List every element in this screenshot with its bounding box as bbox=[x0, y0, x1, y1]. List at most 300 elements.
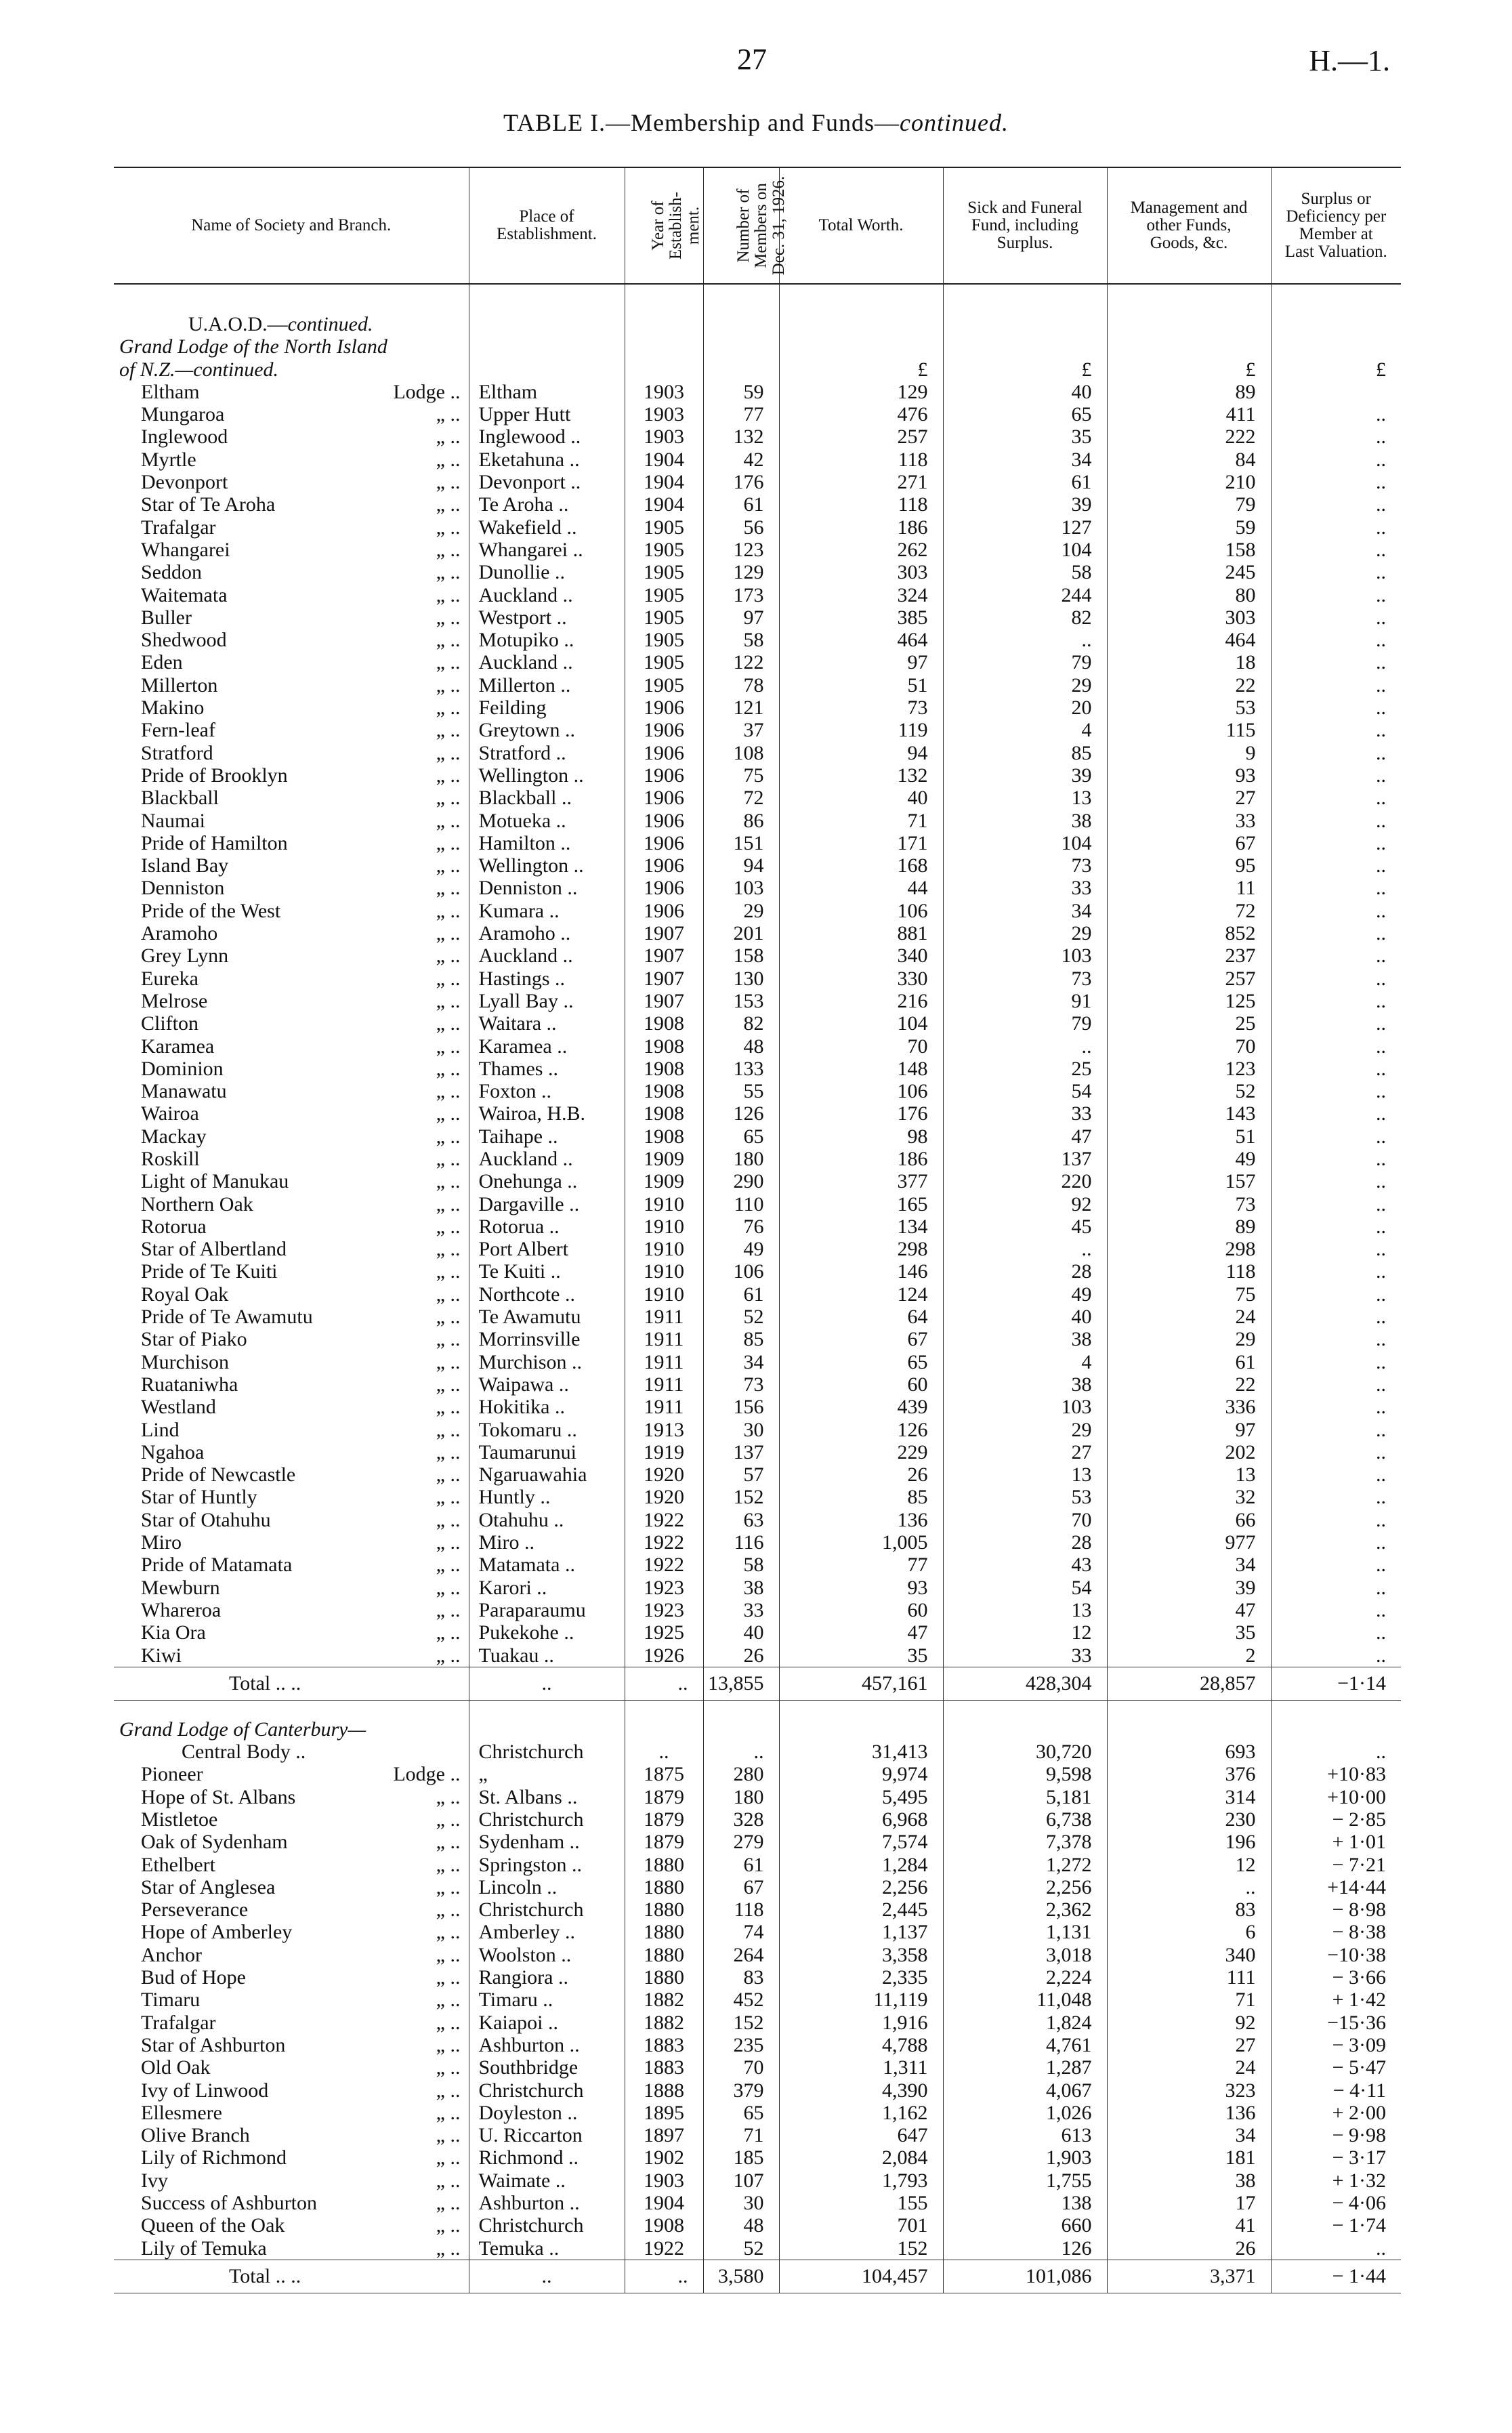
place-cell: Auckland .. bbox=[469, 1148, 625, 1170]
total-worth-cell: 647 bbox=[779, 2124, 943, 2146]
management-cell: 376 bbox=[1107, 1763, 1271, 1785]
year-cell: 1922 bbox=[625, 1554, 703, 1576]
year-cell: 1922 bbox=[625, 2237, 703, 2260]
surplus-cell: + 2·00 bbox=[1271, 2102, 1401, 2124]
branch-name bbox=[114, 1854, 469, 1876]
total-worth-cell: 94 bbox=[779, 742, 943, 764]
place-cell: Whangarei .. bbox=[469, 539, 625, 561]
place-cell: Kumara .. bbox=[469, 900, 625, 922]
members-cell: 77 bbox=[703, 403, 779, 425]
branch-label: Lily of Temuka bbox=[141, 2237, 267, 2260]
table-row bbox=[114, 539, 1401, 561]
total-label: Total .. .. bbox=[114, 1667, 469, 1700]
table-row bbox=[114, 561, 1401, 583]
total-members: 13,855 bbox=[703, 1667, 779, 1700]
sick-fund-cell: 11,048 bbox=[943, 1989, 1107, 2011]
place-cell: Feilding bbox=[469, 696, 625, 719]
section-heading-row bbox=[114, 1718, 1401, 1741]
sick-fund-cell: 38 bbox=[943, 1328, 1107, 1350]
year-cell: 1910 bbox=[625, 1238, 703, 1260]
surplus-cell: .. bbox=[1271, 742, 1401, 764]
lodge-marker: „ .. bbox=[436, 719, 461, 742]
management-cell: 237 bbox=[1107, 944, 1271, 967]
empty-cell bbox=[1107, 1718, 1271, 1741]
sick-fund-cell: 13 bbox=[943, 787, 1107, 809]
year-cell: 1904 bbox=[625, 493, 703, 516]
year-cell: 1902 bbox=[625, 2146, 703, 2169]
place-cell: Karamea .. bbox=[469, 1035, 625, 1058]
lodge-marker: „ .. bbox=[436, 516, 461, 539]
members-cell: 37 bbox=[703, 719, 779, 741]
surplus-cell: .. bbox=[1271, 651, 1401, 673]
sick-fund-cell: 138 bbox=[943, 2192, 1107, 2214]
management-cell: 41 bbox=[1107, 2214, 1271, 2237]
branch-name bbox=[114, 449, 469, 471]
total-worth-cell: 216 bbox=[779, 990, 943, 1012]
sick-fund-cell: 65 bbox=[943, 403, 1107, 425]
branch-name bbox=[114, 1170, 469, 1192]
section-heading-row bbox=[114, 358, 1401, 381]
branch-name bbox=[114, 1102, 469, 1125]
total-worth-cell: 70 bbox=[779, 1035, 943, 1058]
table-row bbox=[114, 922, 1401, 944]
year-cell: 1883 bbox=[625, 2056, 703, 2079]
sick-fund-cell: 13 bbox=[943, 1599, 1107, 1621]
year-cell: 1880 bbox=[625, 1966, 703, 1989]
lodge-marker: „ .. bbox=[436, 425, 461, 449]
branch-label: Perseverance bbox=[141, 1898, 249, 1921]
place-cell: Waitara .. bbox=[469, 1012, 625, 1035]
surplus-cell: .. bbox=[1271, 1080, 1401, 1102]
members-cell: 61 bbox=[703, 493, 779, 516]
year-cell: 1910 bbox=[625, 1193, 703, 1215]
members-cell: 151 bbox=[703, 832, 779, 854]
surplus-cell: .. bbox=[1271, 810, 1401, 832]
empty-cell bbox=[1271, 284, 1401, 313]
table-row bbox=[114, 1621, 1401, 1644]
branch-name bbox=[114, 787, 469, 809]
year-cell: 1922 bbox=[625, 1509, 703, 1531]
lodge-marker: „ .. bbox=[436, 651, 461, 674]
year-cell: 1908 bbox=[625, 2214, 703, 2237]
branch-label: Wairoa bbox=[141, 1102, 199, 1125]
management-cell: 202 bbox=[1107, 1441, 1271, 1463]
year-cell: 1908 bbox=[625, 1080, 703, 1102]
members-cell: 76 bbox=[703, 1215, 779, 1238]
members-cell: 73 bbox=[703, 1373, 779, 1396]
total-worth-cell: 129 bbox=[779, 381, 943, 403]
sick-fund-cell: 127 bbox=[943, 516, 1107, 539]
lodge-marker: „ .. bbox=[436, 2146, 461, 2169]
surplus-cell bbox=[1271, 381, 1401, 403]
management-cell: 257 bbox=[1107, 968, 1271, 990]
total-sick-fund: 101,086 bbox=[943, 2260, 1107, 2293]
branch-name bbox=[114, 2079, 469, 2102]
place-cell: Onehunga .. bbox=[469, 1170, 625, 1192]
sick-fund-cell: 29 bbox=[943, 1419, 1107, 1441]
management-cell: 70 bbox=[1107, 1035, 1271, 1058]
branch-label: Hope of Amberley bbox=[141, 1921, 293, 1944]
surplus-cell: .. bbox=[1271, 922, 1401, 944]
place-cell: Christchurch bbox=[469, 2214, 625, 2237]
lodge-marker: „ .. bbox=[436, 1943, 461, 1966]
members-cell: 153 bbox=[703, 990, 779, 1012]
place-cell: Woolston .. bbox=[469, 1944, 625, 1966]
members-cell: 55 bbox=[703, 1080, 779, 1102]
branch-name bbox=[114, 2169, 469, 2192]
table-row bbox=[114, 1396, 1401, 1418]
members-cell: 86 bbox=[703, 810, 779, 832]
place-cell: Huntly .. bbox=[469, 1486, 625, 1508]
table-row bbox=[114, 1741, 1401, 1763]
empty-cell bbox=[703, 1700, 779, 1718]
total-worth-cell: 271 bbox=[779, 471, 943, 493]
management-cell: 2 bbox=[1107, 1644, 1271, 1667]
total-worth-cell: 71 bbox=[779, 810, 943, 832]
total-worth-cell: 98 bbox=[779, 1125, 943, 1148]
total-worth-cell: 65 bbox=[779, 1351, 943, 1373]
members-cell: 48 bbox=[703, 2214, 779, 2237]
management-cell: 61 bbox=[1107, 1351, 1271, 1373]
branch-label: Pride of Brooklyn bbox=[141, 764, 288, 787]
surplus-cell: − 2·85 bbox=[1271, 1808, 1401, 1831]
total-worth-cell: 155 bbox=[779, 2192, 943, 2214]
members-cell: 42 bbox=[703, 449, 779, 471]
place-cell: Murchison .. bbox=[469, 1351, 625, 1373]
place-cell: Aramoho .. bbox=[469, 922, 625, 944]
table-row bbox=[114, 1876, 1401, 1898]
lodge-marker: „ .. bbox=[436, 1598, 461, 1621]
branch-label: Ellesmere bbox=[141, 2101, 222, 2124]
total-worth-cell: 106 bbox=[779, 1080, 943, 1102]
sick-fund-cell: 3,018 bbox=[943, 1944, 1107, 1966]
management-cell: 245 bbox=[1107, 561, 1271, 583]
table-row bbox=[114, 2146, 1401, 2169]
surplus-cell: − 9·98 bbox=[1271, 2124, 1401, 2146]
empty-cell bbox=[1107, 335, 1271, 358]
place-cell: Ashburton .. bbox=[469, 2034, 625, 2056]
management-cell: 89 bbox=[1107, 1215, 1271, 1238]
sick-fund-cell: 33 bbox=[943, 877, 1107, 899]
lodge-marker: „ .. bbox=[436, 403, 461, 426]
year-cell: 1875 bbox=[625, 1763, 703, 1785]
year-cell: 1904 bbox=[625, 2192, 703, 2214]
branch-label: Clifton bbox=[141, 1012, 199, 1035]
surplus-cell: − 3·66 bbox=[1271, 1966, 1401, 1989]
members-cell: 65 bbox=[703, 2102, 779, 2124]
lodge-marker: „ .. bbox=[436, 1283, 461, 1306]
branch-label: Mewburn bbox=[141, 1576, 220, 1599]
surplus-cell: .. bbox=[1271, 2237, 1401, 2260]
place-cell: Morrinsville bbox=[469, 1328, 625, 1350]
surplus-cell: .. bbox=[1271, 1599, 1401, 1621]
branch-label: Pride of Te Kuiti bbox=[141, 1260, 278, 1283]
management-cell: .. bbox=[1107, 1876, 1271, 1898]
members-cell: 59 bbox=[703, 381, 779, 403]
management-cell: 158 bbox=[1107, 539, 1271, 561]
table-row bbox=[114, 1125, 1401, 1148]
table-row bbox=[114, 2214, 1401, 2237]
lodge-marker: „ .. bbox=[436, 1170, 461, 1193]
management-cell: 80 bbox=[1107, 584, 1271, 606]
place-cell: Westport .. bbox=[469, 606, 625, 629]
surplus-cell: −15·36 bbox=[1271, 2012, 1401, 2034]
members-cell: 67 bbox=[703, 1876, 779, 1898]
table-row bbox=[114, 1463, 1401, 1486]
lodge-marker: „ .. bbox=[436, 967, 461, 990]
section-heading-row bbox=[114, 313, 1401, 335]
total-worth-cell: 73 bbox=[779, 696, 943, 719]
lodge-marker: „ .. bbox=[436, 1238, 461, 1261]
year-cell: 1905 bbox=[625, 674, 703, 696]
lodge-marker: „ .. bbox=[436, 448, 461, 471]
surplus-cell: + 1·32 bbox=[1271, 2169, 1401, 2192]
empty-cell bbox=[1271, 1718, 1401, 1741]
branch-label: Fern-leaf bbox=[141, 719, 215, 742]
table-row bbox=[114, 651, 1401, 673]
place-cell: Foxton .. bbox=[469, 1080, 625, 1102]
table-row bbox=[114, 764, 1401, 787]
place-cell: Karori .. bbox=[469, 1577, 625, 1599]
place-cell: Greytown .. bbox=[469, 719, 625, 741]
table-row bbox=[114, 1306, 1401, 1328]
total-worth-cell: 171 bbox=[779, 832, 943, 854]
management-cell: 53 bbox=[1107, 696, 1271, 719]
year-cell: 1909 bbox=[625, 1170, 703, 1192]
management-cell: 18 bbox=[1107, 651, 1271, 673]
table-row bbox=[114, 832, 1401, 854]
place-cell: Kaiapoi .. bbox=[469, 2012, 625, 2034]
empty-cell bbox=[1271, 313, 1401, 335]
sick-fund-cell: 38 bbox=[943, 1373, 1107, 1396]
total-members: 3,580 bbox=[703, 2260, 779, 2293]
branch-name bbox=[114, 832, 469, 854]
table-row bbox=[114, 1373, 1401, 1396]
lodge-marker: „ .. bbox=[436, 629, 461, 652]
management-cell: 75 bbox=[1107, 1283, 1271, 1306]
table-row bbox=[114, 1599, 1401, 1621]
empty-cell bbox=[625, 284, 703, 313]
branch-name bbox=[114, 1238, 469, 1260]
table-row bbox=[114, 584, 1401, 606]
surplus-cell: .. bbox=[1271, 606, 1401, 629]
members-cell: 279 bbox=[703, 1831, 779, 1853]
year-cell: 1910 bbox=[625, 1215, 703, 1238]
empty-cell bbox=[1107, 1700, 1271, 1718]
members-cell: 52 bbox=[703, 1306, 779, 1328]
year-cell: 1888 bbox=[625, 2079, 703, 2102]
members-cell: 129 bbox=[703, 561, 779, 583]
surplus-cell: +10·83 bbox=[1271, 1763, 1401, 1785]
total-surplus: − 1·44 bbox=[1271, 2260, 1401, 2293]
table-row bbox=[114, 900, 1401, 922]
total-worth: 457,161 bbox=[779, 1667, 943, 1700]
place-cell: Christchurch bbox=[469, 1741, 625, 1763]
lodge-marker: „ .. bbox=[436, 1875, 461, 1898]
total-worth-cell: 377 bbox=[779, 1170, 943, 1192]
place-cell: Dunollie .. bbox=[469, 561, 625, 583]
year-cell: 1879 bbox=[625, 1831, 703, 1853]
surplus-cell: + 1·01 bbox=[1271, 1831, 1401, 1853]
sick-fund-cell: 137 bbox=[943, 1148, 1107, 1170]
surplus-cell: − 1·74 bbox=[1271, 2214, 1401, 2237]
total-worth-cell: 31,413 bbox=[779, 1741, 943, 1763]
total-worth-cell: 60 bbox=[779, 1599, 943, 1621]
place-cell: Christchurch bbox=[469, 1808, 625, 1831]
surplus-cell: − 4·06 bbox=[1271, 2192, 1401, 2214]
empty-cell bbox=[469, 335, 625, 358]
management-cell: 210 bbox=[1107, 471, 1271, 493]
year-cell: 1910 bbox=[625, 1260, 703, 1283]
sick-fund-cell: 2,224 bbox=[943, 1966, 1107, 1989]
surplus-cell: .. bbox=[1271, 968, 1401, 990]
currency-symbol: £ bbox=[779, 358, 943, 381]
management-cell: 66 bbox=[1107, 1509, 1271, 1531]
year-cell: 1905 bbox=[625, 516, 703, 539]
branch-name bbox=[114, 651, 469, 673]
lodge-marker: „ .. bbox=[436, 2169, 461, 2192]
surplus-cell: .. bbox=[1271, 1306, 1401, 1328]
surplus-cell: .. bbox=[1271, 449, 1401, 471]
total-worth-cell: 3,358 bbox=[779, 1944, 943, 1966]
branch-label: Grey Lynn bbox=[141, 944, 229, 968]
table-row bbox=[114, 1531, 1401, 1554]
branch-label: Makino bbox=[141, 696, 205, 720]
management-cell: 95 bbox=[1107, 854, 1271, 877]
lodge-marker: „ .. bbox=[436, 1785, 461, 1808]
branch-label: Star of Anglesea bbox=[141, 1875, 276, 1898]
lodge-marker: „ .. bbox=[436, 1350, 461, 1373]
branch-name bbox=[114, 764, 469, 787]
empty-cell bbox=[1107, 284, 1271, 313]
total-worth-cell: 4,390 bbox=[779, 2079, 943, 2102]
total-worth-cell: 340 bbox=[779, 944, 943, 967]
branch-name bbox=[114, 1808, 469, 1831]
branch-label: Westland bbox=[141, 1396, 216, 1419]
place-cell: Auckland .. bbox=[469, 651, 625, 673]
management-cell: 298 bbox=[1107, 1238, 1271, 1260]
members-cell: 452 bbox=[703, 1989, 779, 2011]
table-row bbox=[114, 449, 1401, 471]
lodge-marker: „ .. bbox=[436, 1328, 461, 1351]
members-cell: 82 bbox=[703, 1012, 779, 1035]
sick-fund-cell: 82 bbox=[943, 606, 1107, 629]
place-cell: Christchurch bbox=[469, 2079, 625, 2102]
lodge-marker: „ .. bbox=[436, 1644, 461, 1667]
surplus-cell: .. bbox=[1271, 787, 1401, 809]
year-cell: 1919 bbox=[625, 1441, 703, 1463]
total-surplus: −1·14 bbox=[1271, 1667, 1401, 1700]
sick-fund-cell: 54 bbox=[943, 1080, 1107, 1102]
lodge-marker: „ .. bbox=[436, 1418, 461, 1441]
branch-name bbox=[114, 606, 469, 629]
membership-funds-table bbox=[114, 167, 1401, 2293]
branch-name bbox=[114, 2102, 469, 2124]
branch-name: Central Body .. bbox=[182, 1741, 306, 1764]
total-management: 3,371 bbox=[1107, 2260, 1271, 2293]
section-heading: U.A.O.D.—continued. bbox=[188, 313, 373, 335]
total-worth-cell: 257 bbox=[779, 425, 943, 448]
table-row bbox=[114, 1763, 1401, 1785]
management-cell: 49 bbox=[1107, 1148, 1271, 1170]
members-cell: 33 bbox=[703, 1599, 779, 1621]
place-cell: Inglewood .. bbox=[469, 425, 625, 448]
place-cell: Auckland .. bbox=[469, 584, 625, 606]
branch-label: Ruataniwha bbox=[141, 1373, 238, 1396]
surplus-cell: − 4·11 bbox=[1271, 2079, 1401, 2102]
branch-label: Light of Manukau bbox=[141, 1170, 289, 1193]
table-row bbox=[114, 1148, 1401, 1170]
year-cell: 1882 bbox=[625, 1989, 703, 2011]
table-row bbox=[114, 1577, 1401, 1599]
lodge-marker: „ .. bbox=[436, 2237, 461, 2260]
members-cell: 201 bbox=[703, 922, 779, 944]
year-cell: 1922 bbox=[625, 1531, 703, 1554]
total-worth-cell: 6,968 bbox=[779, 1808, 943, 1831]
table-row bbox=[114, 1808, 1401, 1831]
branch-label: Queen of the Oak bbox=[141, 2214, 285, 2237]
branch-name bbox=[114, 1486, 469, 1508]
total-worth-cell: 701 bbox=[779, 2214, 943, 2237]
year-cell: 1925 bbox=[625, 1621, 703, 1644]
place-cell: Ngaruawahia bbox=[469, 1463, 625, 1486]
empty-cell bbox=[469, 313, 625, 335]
total-worth-cell: 439 bbox=[779, 1396, 943, 1418]
branch-label: Whareroa bbox=[141, 1598, 222, 1621]
total-worth-cell: 35 bbox=[779, 1644, 943, 1667]
branch-label: Northern Oak bbox=[141, 1192, 253, 1215]
branch-name bbox=[114, 1441, 469, 1463]
place-cell: Otahuhu .. bbox=[469, 1509, 625, 1531]
sick-fund-cell: 9,598 bbox=[943, 1763, 1107, 1785]
members-cell: 235 bbox=[703, 2034, 779, 2056]
total-worth-cell: 67 bbox=[779, 1328, 943, 1350]
place-cell: Northcote .. bbox=[469, 1283, 625, 1306]
table-row bbox=[114, 606, 1401, 629]
total-worth-cell: 330 bbox=[779, 968, 943, 990]
place-cell: Eltham bbox=[469, 381, 625, 403]
table-row bbox=[114, 1898, 1401, 1921]
empty-cell bbox=[779, 1700, 943, 1718]
place-cell: Eketahuna .. bbox=[469, 449, 625, 471]
branch-name bbox=[114, 2214, 469, 2237]
surplus-cell: .. bbox=[1271, 1554, 1401, 1576]
management-cell: 6 bbox=[1107, 1921, 1271, 1943]
branch-name bbox=[114, 516, 469, 539]
year-cell: 1908 bbox=[625, 1058, 703, 1080]
total-worth-cell: 60 bbox=[779, 1373, 943, 1396]
members-cell: 185 bbox=[703, 2146, 779, 2169]
lodge-marker: „ .. bbox=[436, 2033, 461, 2056]
surplus-cell: .. bbox=[1271, 1531, 1401, 1554]
members-cell: 94 bbox=[703, 854, 779, 877]
lodge-marker: „ .. bbox=[436, 1102, 461, 1125]
management-cell: 24 bbox=[1107, 1306, 1271, 1328]
members-cell: 48 bbox=[703, 1035, 779, 1058]
sick-fund-cell: 47 bbox=[943, 1125, 1107, 1148]
place-cell: Rotorua .. bbox=[469, 1215, 625, 1238]
management-cell: 84 bbox=[1107, 449, 1271, 471]
lodge-marker: „ .. bbox=[436, 696, 461, 720]
branch-label: Manawatu bbox=[141, 1080, 227, 1103]
surplus-cell: .. bbox=[1271, 1463, 1401, 1486]
branch-label: Pride of Matamata bbox=[141, 1554, 293, 1577]
total-worth-cell: 229 bbox=[779, 1441, 943, 1463]
lodge-marker: „ .. bbox=[436, 561, 461, 584]
branch-name bbox=[114, 2056, 469, 2079]
branch-label: Aramoho bbox=[141, 922, 218, 945]
surplus-cell: − 7·21 bbox=[1271, 1854, 1401, 1876]
